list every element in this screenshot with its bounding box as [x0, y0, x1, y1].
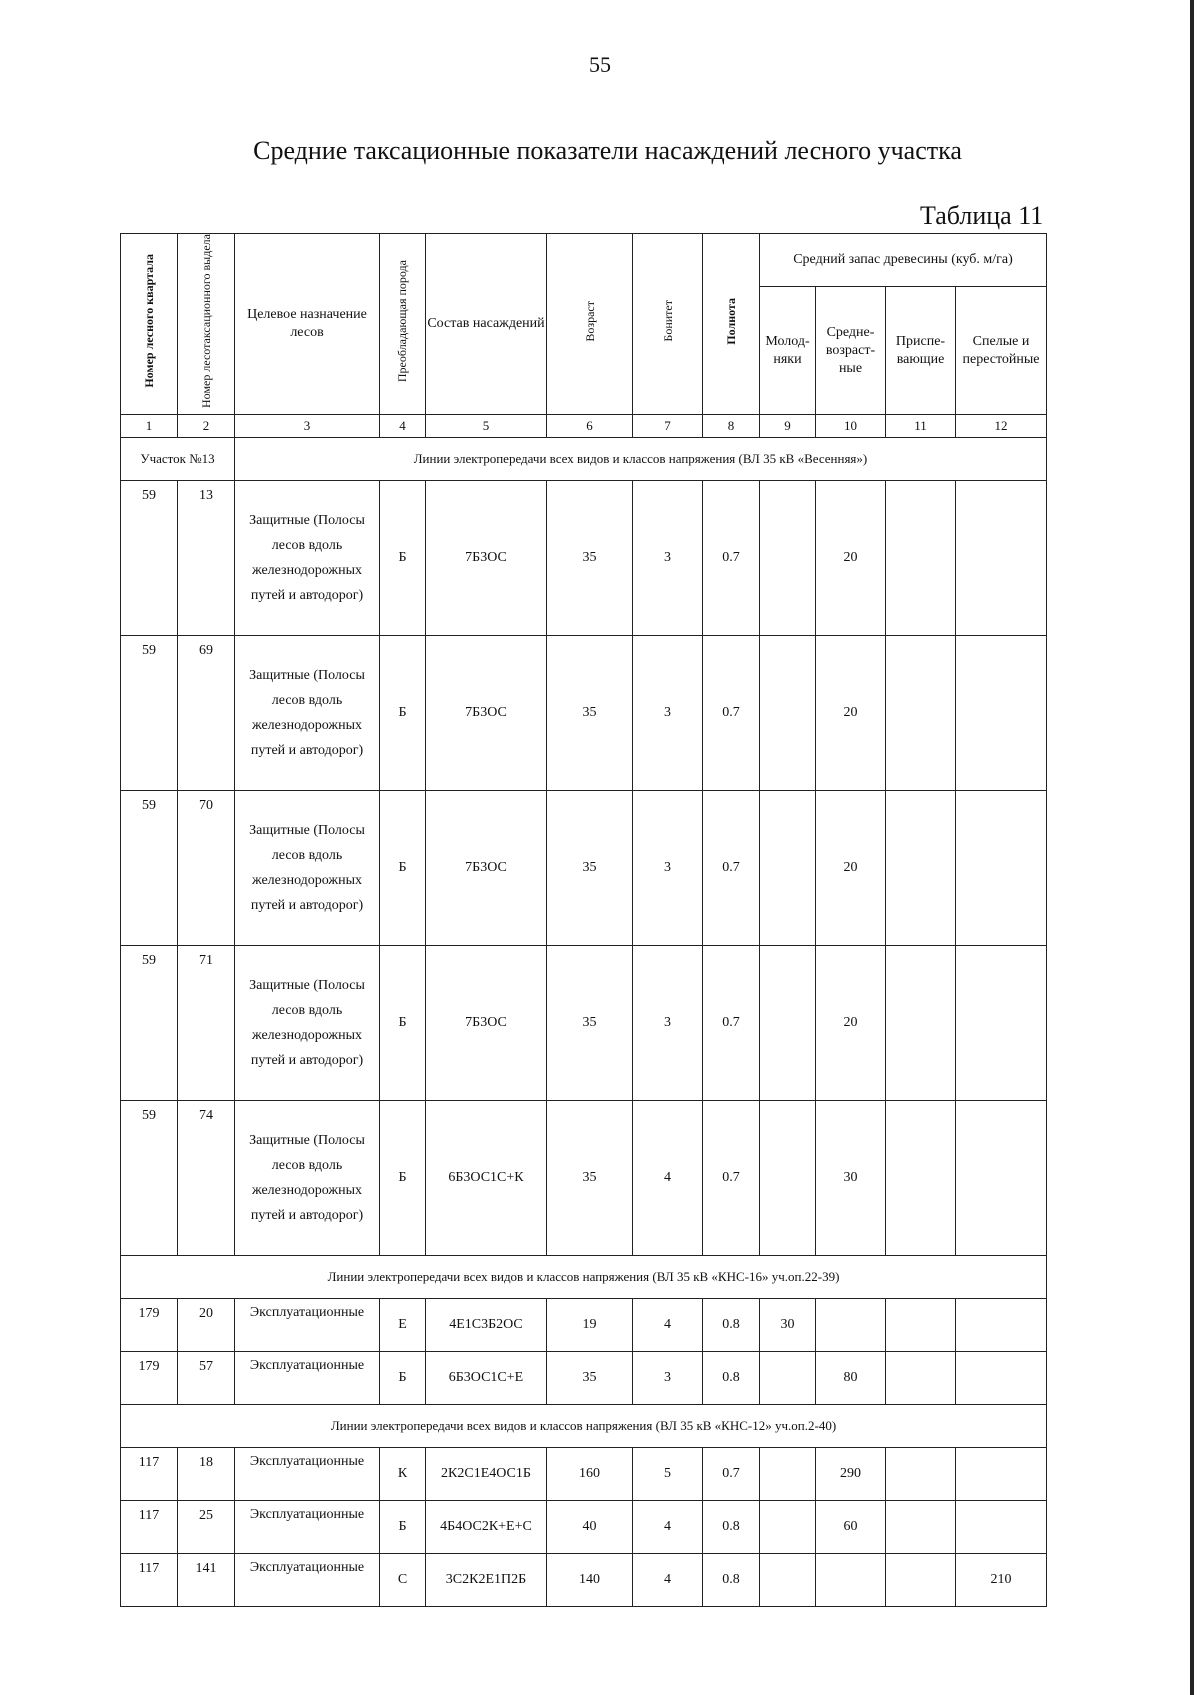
cell-purpose: Эксплуатационные — [235, 1351, 380, 1404]
cell-maturing — [886, 1351, 956, 1404]
column-number: 8 — [703, 414, 760, 437]
cell-purpose: Эксплуатационные — [235, 1500, 380, 1553]
cell-composition: 3С2К2Е1П2Б — [426, 1553, 547, 1606]
cell-allotment: 20 — [178, 1298, 235, 1351]
cell-age: 35 — [547, 1351, 633, 1404]
cell-middle-aged: 20 — [816, 945, 886, 1100]
cell-young: 30 — [760, 1298, 816, 1351]
cell-maturing — [886, 1447, 956, 1500]
cell-composition: 7Б3ОС — [426, 790, 547, 945]
cell-purpose: Защитные (Полосы лесов вдоль железнодорожных путей и автодорог) — [235, 945, 380, 1100]
cell-maturing — [886, 790, 956, 945]
cell-quarter: 117 — [121, 1500, 178, 1553]
cell-density: 0.8 — [703, 1500, 760, 1553]
cell-age: 35 — [547, 790, 633, 945]
cell-density: 0.7 — [703, 945, 760, 1100]
cell-species: Б — [380, 1500, 426, 1553]
cell-age: 19 — [547, 1298, 633, 1351]
cell-mature — [956, 1447, 1047, 1500]
cell-young — [760, 790, 816, 945]
cell-young — [760, 635, 816, 790]
cell-allotment: 74 — [178, 1100, 235, 1255]
section-label: Линии электропередачи всех видов и классов напряжения (ВЛ 35 кВ «КНС-12» уч.оп.2-40) — [121, 1404, 1047, 1447]
cell-mature — [956, 1100, 1047, 1255]
page-number: 55 — [589, 52, 611, 77]
cell-quarter: 179 — [121, 1298, 178, 1351]
table-row — [121, 1447, 1047, 1500]
header-quarter: Номер лесного квартала — [121, 234, 178, 415]
header-age: Возраст — [547, 234, 633, 415]
cell-allotment: 25 — [178, 1500, 235, 1553]
cell-quarter: 117 — [121, 1447, 178, 1500]
cell-mature — [956, 945, 1047, 1100]
column-number: 6 — [547, 414, 633, 437]
table-row — [121, 480, 1047, 635]
cell-young — [760, 1500, 816, 1553]
cell-composition: 7Б3ОС — [426, 945, 547, 1100]
table-header — [121, 234, 1047, 438]
cell-maturing — [886, 1553, 956, 1606]
cell-mature — [956, 790, 1047, 945]
cell-quarter: 117 — [121, 1553, 178, 1606]
cell-quarter: 59 — [121, 635, 178, 790]
cell-young — [760, 945, 816, 1100]
plot-label: Участок №13 — [121, 437, 235, 480]
cell-purpose: Эксплуатационные — [235, 1447, 380, 1500]
cell-maturing — [886, 1100, 956, 1255]
cell-maturing — [886, 1500, 956, 1553]
cell-middle-aged: 20 — [816, 480, 886, 635]
cell-purpose: Защитные (Полосы лесов вдоль железнодорожных путей и автодорог) — [235, 635, 380, 790]
cell-age: 140 — [547, 1553, 633, 1606]
cell-purpose: Защитные (Полосы лесов вдоль железнодорожных путей и автодорог) — [235, 790, 380, 945]
cell-middle-aged: 20 — [816, 635, 886, 790]
cell-composition: 7Б3ОС — [426, 480, 547, 635]
section-row — [121, 1404, 1047, 1447]
section-row — [121, 1255, 1047, 1298]
cell-maturing — [886, 635, 956, 790]
cell-quarter: 179 — [121, 1351, 178, 1404]
table-row — [121, 1298, 1047, 1351]
cell-allotment: 70 — [178, 790, 235, 945]
cell-maturing — [886, 945, 956, 1100]
cell-quarter: 59 — [121, 480, 178, 635]
cell-purpose: Защитные (Полосы лесов вдоль железнодорожных путей и автодорог) — [235, 480, 380, 635]
cell-species: Е — [380, 1298, 426, 1351]
table-row — [121, 1553, 1047, 1606]
cell-species: Б — [380, 1351, 426, 1404]
cell-species: Б — [380, 945, 426, 1100]
cell-quarter: 59 — [121, 1100, 178, 1255]
cell-density: 0.7 — [703, 480, 760, 635]
cell-species: Б — [380, 480, 426, 635]
cell-density: 0.8 — [703, 1553, 760, 1606]
cell-species: Б — [380, 1100, 426, 1255]
cell-middle-aged: 20 — [816, 790, 886, 945]
cell-composition: 6Б3ОС1С+К — [426, 1100, 547, 1255]
cell-bonitet: 4 — [633, 1100, 703, 1255]
cell-age: 160 — [547, 1447, 633, 1500]
cell-mature: 210 — [956, 1553, 1047, 1606]
column-number: 3 — [235, 414, 380, 437]
cell-composition: 2К2С1Е4ОС1Б — [426, 1447, 547, 1500]
cell-allotment: 141 — [178, 1553, 235, 1606]
column-number: 12 — [956, 414, 1047, 437]
cell-density: 0.7 — [703, 1447, 760, 1500]
column-number-row — [121, 414, 1047, 437]
cell-allotment: 57 — [178, 1351, 235, 1404]
cell-middle-aged — [816, 1553, 886, 1606]
cell-young — [760, 1351, 816, 1404]
cell-maturing — [886, 1298, 956, 1351]
header-species: Преобладающая порода — [380, 234, 426, 415]
column-number: 11 — [886, 414, 956, 437]
cell-bonitet: 5 — [633, 1447, 703, 1500]
column-number: 4 — [380, 414, 426, 437]
column-number: 10 — [816, 414, 886, 437]
header-bonitet: Бонитет — [633, 234, 703, 415]
cell-age: 35 — [547, 635, 633, 790]
cell-species: Б — [380, 790, 426, 945]
cell-bonitet: 4 — [633, 1553, 703, 1606]
cell-bonitet: 3 — [633, 635, 703, 790]
cell-middle-aged: 290 — [816, 1447, 886, 1500]
cell-allotment: 71 — [178, 945, 235, 1100]
header-purpose: Целевое назначение лесов — [235, 234, 380, 415]
cell-species: К — [380, 1447, 426, 1500]
cell-purpose: Эксплуатационные — [235, 1298, 380, 1351]
table-row — [121, 1100, 1047, 1255]
table-label: Таблица 11 — [920, 201, 1044, 230]
header-young: Молод-няки — [760, 287, 816, 415]
cell-composition: 7Б3ОС — [426, 635, 547, 790]
cell-composition: 4Е1С3Б2ОС — [426, 1298, 547, 1351]
header-maturing: Приспе-вающие — [886, 287, 956, 415]
cell-density: 0.7 — [703, 635, 760, 790]
cell-density: 0.7 — [703, 790, 760, 945]
cell-quarter: 59 — [121, 945, 178, 1100]
cell-bonitet: 3 — [633, 1351, 703, 1404]
header-mature: Спелые и перестойные — [956, 287, 1047, 415]
page-edge-scan-line — [1190, 0, 1194, 1695]
cell-quarter: 59 — [121, 790, 178, 945]
header-composition: Состав насаждений — [426, 234, 547, 415]
cell-young — [760, 1553, 816, 1606]
cell-density: 0.7 — [703, 1100, 760, 1255]
cell-allotment: 13 — [178, 480, 235, 635]
cell-bonitet: 3 — [633, 480, 703, 635]
cell-species: Б — [380, 635, 426, 790]
header-middle-aged: Средне-возраст-ные — [816, 287, 886, 415]
cell-middle-aged: 30 — [816, 1100, 886, 1255]
cell-bonitet: 4 — [633, 1500, 703, 1553]
cell-age: 35 — [547, 945, 633, 1100]
column-number: 5 — [426, 414, 547, 437]
cell-mature — [956, 1298, 1047, 1351]
cell-age: 35 — [547, 480, 633, 635]
section-row — [121, 437, 1047, 480]
cell-allotment: 18 — [178, 1447, 235, 1500]
column-number: 1 — [121, 414, 178, 437]
header-density: Полнота — [703, 234, 760, 415]
cell-age: 35 — [547, 1100, 633, 1255]
cell-middle-aged: 80 — [816, 1351, 886, 1404]
page-title: Средние таксационные показатели насаждений лесного участка — [253, 136, 962, 165]
cell-young — [760, 1447, 816, 1500]
column-number: 9 — [760, 414, 816, 437]
column-number: 2 — [178, 414, 235, 437]
cell-mature — [956, 635, 1047, 790]
cell-purpose: Защитные (Полосы лесов вдоль железнодорожных путей и автодорог) — [235, 1100, 380, 1255]
cell-composition: 4Б4ОС2К+Е+С — [426, 1500, 547, 1553]
section-label: Линии электропередачи всех видов и классов напряжения (ВЛ 35 кВ «КНС-16» уч.оп.22-39) — [121, 1255, 1047, 1298]
section-label: Линии электропередачи всех видов и классов напряжения (ВЛ 35 кВ «Весенняя») — [235, 437, 1047, 480]
cell-age: 40 — [547, 1500, 633, 1553]
forest-stand-table — [120, 233, 1047, 1607]
cell-bonitet: 3 — [633, 790, 703, 945]
table-row — [121, 945, 1047, 1100]
cell-allotment: 69 — [178, 635, 235, 790]
table-row — [121, 1351, 1047, 1404]
table-row — [121, 1500, 1047, 1553]
cell-purpose: Эксплуатационные — [235, 1553, 380, 1606]
cell-density: 0.8 — [703, 1298, 760, 1351]
column-number: 7 — [633, 414, 703, 437]
cell-middle-aged: 60 — [816, 1500, 886, 1553]
cell-middle-aged — [816, 1298, 886, 1351]
cell-bonitet: 3 — [633, 945, 703, 1100]
table-row — [121, 790, 1047, 945]
cell-density: 0.8 — [703, 1351, 760, 1404]
header-allotment: Номер лесотаксационного выдела — [178, 234, 235, 415]
cell-species: С — [380, 1553, 426, 1606]
cell-mature — [956, 1351, 1047, 1404]
cell-bonitet: 4 — [633, 1298, 703, 1351]
cell-composition: 6Б3ОС1С+Е — [426, 1351, 547, 1404]
cell-mature — [956, 480, 1047, 635]
cell-young — [760, 1100, 816, 1255]
forest-table-container — [120, 233, 1046, 1607]
cell-young — [760, 480, 816, 635]
cell-mature — [956, 1500, 1047, 1553]
table-body — [121, 437, 1047, 1606]
table-row — [121, 635, 1047, 790]
cell-maturing — [886, 480, 956, 635]
header-stock: Средний запас древесины (куб. м/га) — [760, 234, 1047, 287]
